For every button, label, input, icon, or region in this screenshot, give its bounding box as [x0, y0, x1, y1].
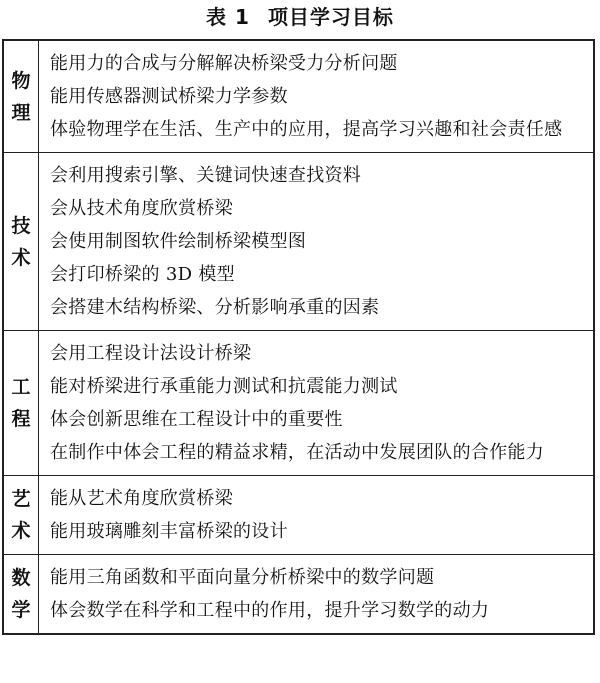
goal-item: 能对桥梁进行承重能力测试和抗震能力测试	[50, 376, 398, 397]
table-row	[3, 476, 594, 555]
goal-item: 会使用制图软件绘制桥梁模型图	[50, 231, 307, 252]
subject-cell	[3, 476, 39, 555]
subject-char: 工	[11, 376, 31, 398]
subject-char: 物	[11, 69, 31, 92]
goal-item: 会打印桥梁的 3D 模型	[50, 264, 235, 285]
goals-cell	[39, 331, 595, 476]
subject-char: 理	[11, 101, 31, 124]
goal-item: 会用工程设计法设计桥梁	[50, 343, 252, 364]
goal-item: 能用力的合成与分解解决桥梁受力分析问题	[50, 53, 398, 74]
table-row	[3, 555, 594, 635]
goals-cell	[39, 153, 595, 331]
subject-char: 技	[11, 214, 31, 237]
subject-char: 术	[11, 246, 31, 269]
goal-item: 能用玻璃雕刻丰富桥梁的设计	[50, 521, 288, 542]
goal-item: 在制作中体会工程的精益求精，在活动中发展团队的合作能力	[50, 442, 545, 463]
goal-item: 能用传感器测试桥梁力学参数	[50, 86, 288, 107]
goal-item: 能从艺术角度欣赏桥梁	[50, 488, 233, 509]
subject-char: 术	[11, 520, 31, 542]
subject-char: 艺	[11, 488, 31, 510]
goal-item: 会利用搜索引擎、关键词快速查找资料	[50, 165, 362, 186]
subject-cell	[3, 153, 39, 331]
goal-item: 会从技术角度欣赏桥梁	[50, 198, 233, 219]
goal-item: 体验物理学在生活、生产中的应用，提高学习兴趣和社会责任感	[50, 119, 563, 140]
subject-cell	[3, 555, 39, 635]
goal-item: 体会创新思维在工程设计中的重要性	[50, 409, 343, 430]
table-row	[3, 40, 594, 153]
subject-char: 学	[11, 599, 31, 621]
table-title: 项目学习目标	[267, 5, 394, 29]
subject-cell	[3, 331, 39, 476]
goal-item: 会搭建木结构桥梁、分析影响承重的因素	[50, 297, 380, 318]
goal-item: 体会数学在科学和工程中的作用，提升学习数学的动力	[50, 600, 490, 621]
learning-goals-table	[2, 39, 595, 635]
goals-cell	[39, 40, 595, 153]
goal-item: 能用三角函数和平面向量分析桥梁中的数学问题	[50, 567, 435, 588]
table-row	[3, 153, 594, 331]
subject-cell	[3, 40, 39, 153]
table-row	[3, 331, 594, 476]
table-caption	[0, 2, 600, 32]
subject-char: 程	[11, 408, 31, 430]
subject-char: 数	[11, 567, 31, 589]
goals-cell	[39, 476, 595, 555]
table-number: 表 1	[206, 5, 250, 29]
goals-cell	[39, 555, 595, 635]
